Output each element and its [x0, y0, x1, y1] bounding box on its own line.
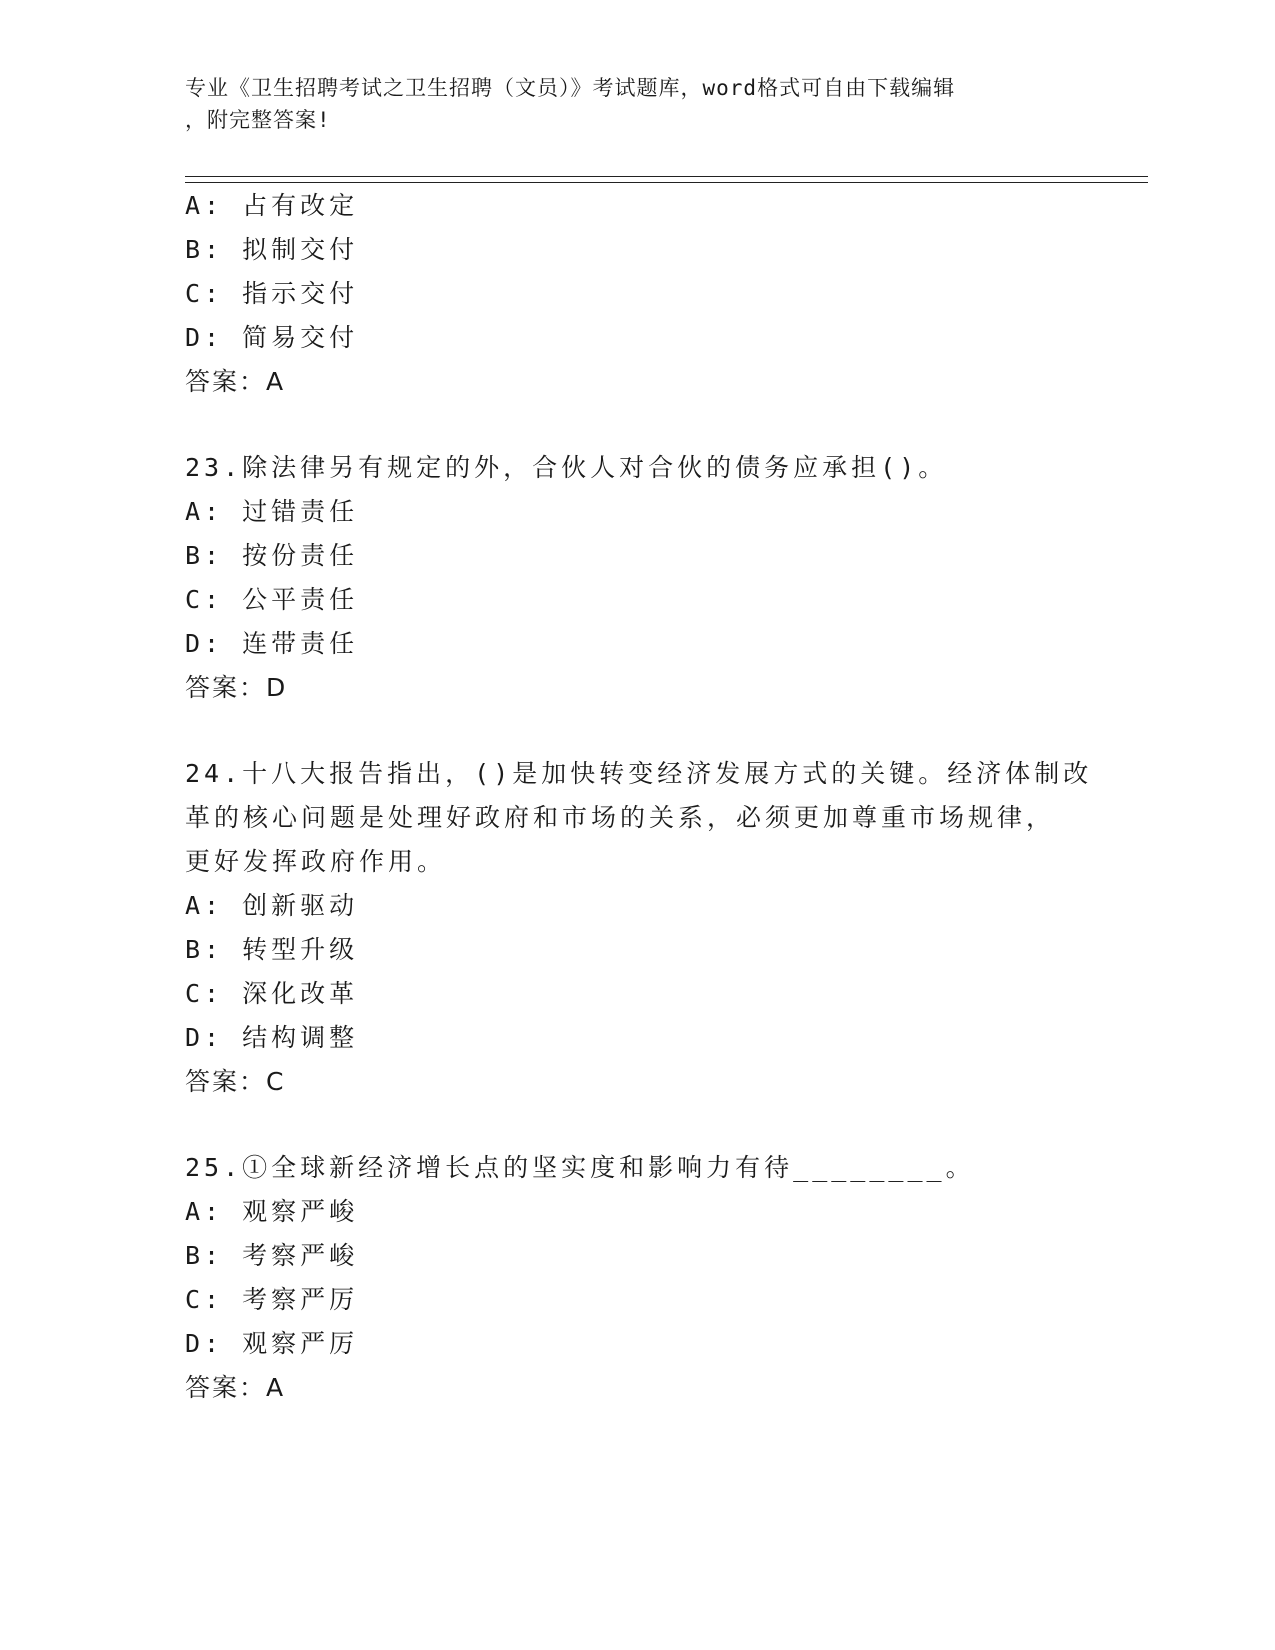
document-header	[185, 72, 1085, 136]
question-text: 25.①全球新经济增长点的坚实度和影响力有待________。	[185, 1153, 975, 1182]
question-text: 23.除法律另有规定的外，合伙人对合伙的债务应承担()。	[185, 453, 948, 482]
option-d: D: 简易交付	[185, 323, 359, 352]
option-a: A: 观察严峻	[185, 1197, 359, 1226]
option-b: B: 转型升级	[185, 935, 359, 964]
option-a: A: 占有改定	[185, 191, 359, 220]
header-rule-top	[185, 176, 1148, 177]
option-b: B: 拟制交付	[185, 235, 359, 264]
answer: 答案：A	[185, 367, 286, 396]
question-text-line-2: 革的核心问题是处理好政府和市场的关系，必须更加尊重市场规律，	[185, 803, 1056, 832]
question-text-line-3: 更好发挥政府作用。	[185, 847, 447, 876]
header-line-2: ，附完整答案!	[185, 108, 331, 132]
option-c: C: 指示交付	[185, 279, 359, 308]
header-rule-bottom	[185, 182, 1148, 183]
option-c: C: 深化改革	[185, 979, 359, 1008]
answer: 答案：C	[185, 1067, 286, 1096]
option-a: A: 过错责任	[185, 497, 359, 526]
option-b: B: 考察严峻	[185, 1241, 359, 1270]
option-d: D: 观察严厉	[185, 1329, 359, 1358]
option-a: A: 创新驱动	[185, 891, 359, 920]
option-b: B: 按份责任	[185, 541, 359, 570]
question-text-line-1: 24.十八大报告指出，()是加快转变经济发展方式的关键。经济体制改	[185, 759, 1093, 788]
header-line-1: 专业《卫生招聘考试之卫生招聘（文员）》考试题库，word格式可自由下载编辑	[185, 76, 956, 100]
answer: 答案：A	[185, 1373, 286, 1402]
option-c: C: 考察严厉	[185, 1285, 359, 1314]
option-c: C: 公平责任	[185, 585, 359, 614]
answer: 答案：D	[185, 673, 288, 702]
option-d: D: 连带责任	[185, 629, 359, 658]
option-d: D: 结构调整	[185, 1023, 359, 1052]
